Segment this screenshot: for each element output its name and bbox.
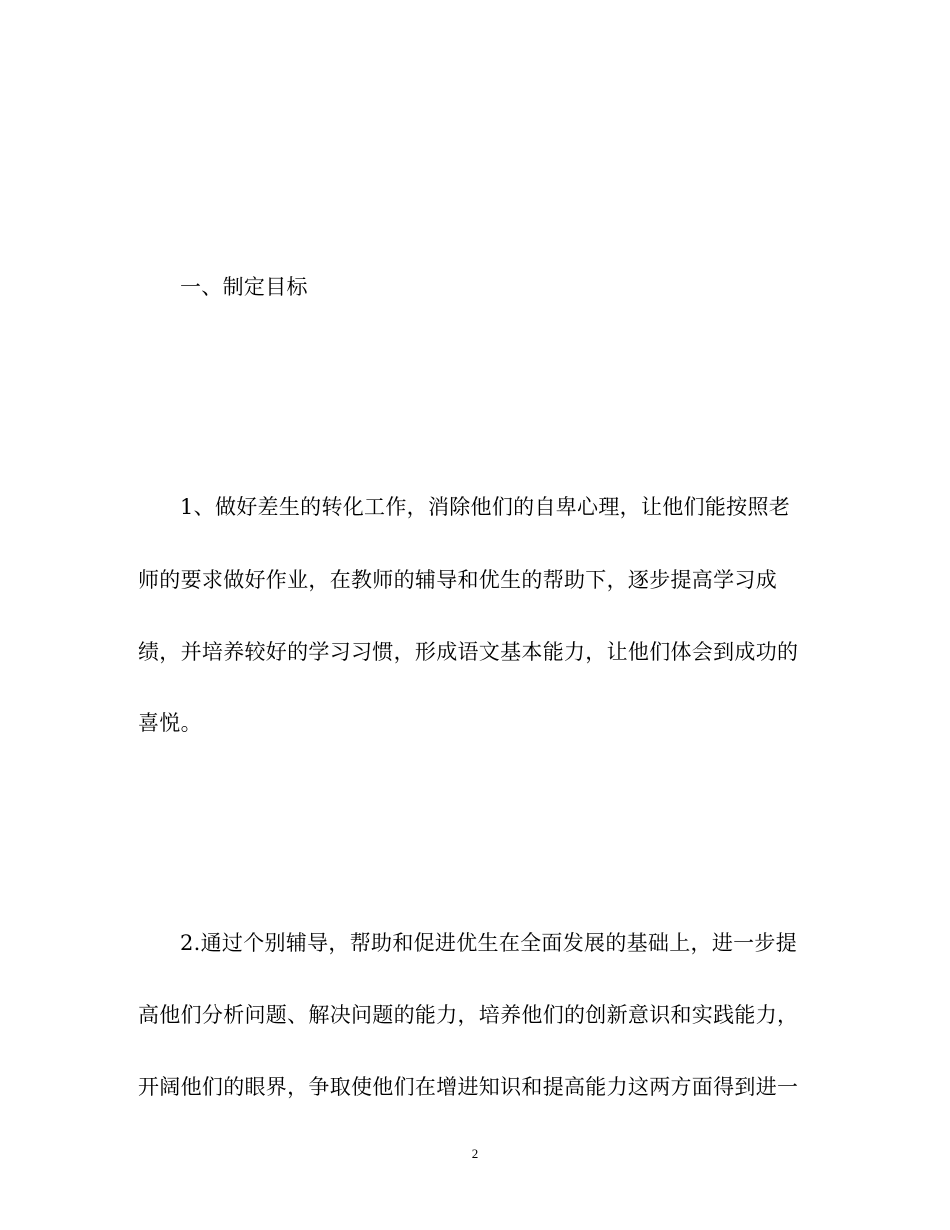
- page-number: 2: [471, 1146, 479, 1161]
- paragraph-2-line-2: 高他们分析问题、解决问题的能力，培养他们的创新意识和实践能力，: [138, 1003, 799, 1027]
- paragraph-1-line-4: 喜悦。: [138, 711, 202, 735]
- paragraph-1-line-2: 师的要求做好作业，在教师的辅导和优生的帮助下，逐步提高学习成: [138, 568, 777, 592]
- section-heading: 一、制定目标: [180, 275, 308, 299]
- paragraph-2-line-1: 2.通过个别辅导，帮助和促进优生在全面发展的基础上，进一步提: [180, 931, 798, 955]
- paragraph-2-line-3: 开阔他们的眼界，争取使他们在增进知识和提高能力这两方面得到进一: [138, 1075, 799, 1099]
- paragraph-1-line-3: 绩，并培养较好的学习习惯，形成语文基本能力，让他们体会到成功的: [138, 640, 799, 664]
- paragraph-1-line-1: 1、做好差生的转化工作，消除他们的自卑心理，让他们能按照老: [180, 495, 791, 519]
